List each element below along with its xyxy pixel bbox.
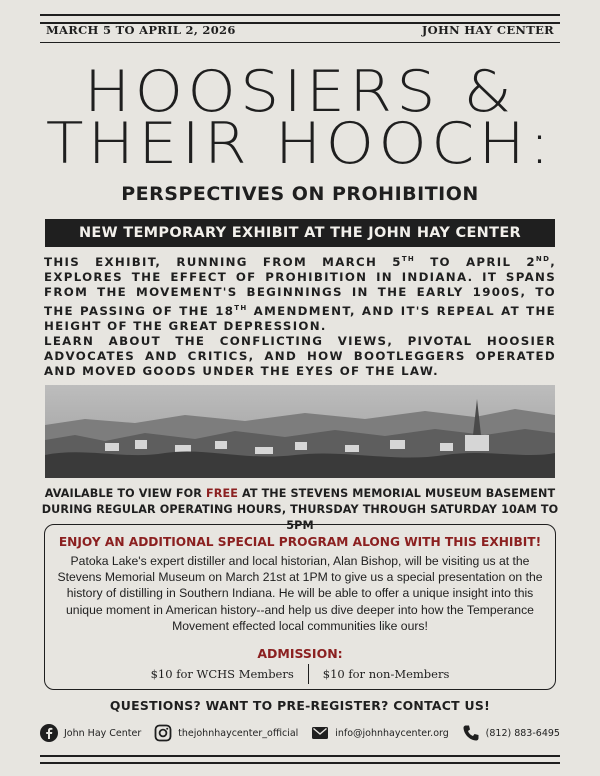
contact-text: info@johnhaycenter.org	[335, 727, 449, 739]
instagram-icon	[154, 724, 172, 742]
contact-instagram[interactable]	[154, 724, 298, 742]
availability-line-1: AVAILABLE TO VIEW FOR FREE AT THE STEVENS MEMORIAL MUSEUM BASEMENT	[44, 487, 556, 500]
header-line	[46, 23, 554, 37]
description-paragraph-1: THIS EXHIBIT, RUNNING FROM MARCH 5TH TO APRIL 2ND, EXPLORES THE EFFECT OF PROHIBITION IN INDIANA. IT SPANS FROM THE MOVEMENT'S BEGINNINGS IN THE EARLY 1900S, TO THE PASSING OF THE 18TH AMENDMENT, AND IT'S REPEAL AT THE HEIGHT OF THE GREAT DEPRESSION.	[44, 254, 556, 333]
contact-text: John Hay Center	[64, 727, 142, 739]
venue-name: JOHN HAY CENTER	[421, 23, 554, 37]
exhibit-banner: NEW TEMPORARY EXHIBIT AT THE JOHN HAY CENTER	[45, 219, 555, 247]
date-range: MARCH 5 TO APRIL 2, 2026	[46, 23, 236, 37]
subtitle: PERSPECTIVES ON PROHIBITION	[121, 183, 479, 205]
exhibit-description	[44, 252, 556, 379]
price-nonmembers: $10 for non-Members	[322, 667, 450, 681]
email-icon	[311, 724, 329, 742]
contact-email[interactable]	[311, 724, 449, 742]
header-rule	[40, 42, 560, 43]
program-text: Patoka Lake's expert distiller and local historian, Alan Bishop, will be visiting us at the Stevens Memorial Museum on March 21st at 1PM to give us a special presentation on the history of distilling in Southern Indiana. He will be able to offer a unique insight into this unique moment in American history--and help us dive deeper into how the Temperance Movement effected local communities like ours!	[57, 554, 543, 633]
free-label: FREE	[206, 487, 238, 500]
program-heading: ENJOY AN ADDITIONAL SPECIAL PROGRAM ALONG WITH THIS EXHIBIT!	[58, 535, 542, 549]
admission-prices	[0, 664, 600, 684]
phone-icon	[462, 724, 480, 742]
contact-prompt: QUESTIONS? WANT TO PRE-REGISTER? CONTACT US!	[109, 698, 491, 713]
facebook-icon	[40, 724, 58, 742]
title-line-2: THEIR HOOCH:	[45, 111, 555, 177]
town-panorama-photo	[45, 385, 555, 478]
contact-text: thejohnhaycenter_official	[178, 727, 299, 739]
description-paragraph-2: LEARN ABOUT THE CONFLICTING VIEWS, PIVOTAL HOOSIER ADVOCATES AND CRITICS, AND HOW BOOTLEGGERS OPERATED AND MOVED GOODS UNDER THE EYES OF THE LAW.	[44, 333, 556, 379]
contact-phone[interactable]	[462, 724, 560, 742]
contact-text: (812) 883-6495	[485, 727, 560, 739]
price-divider	[308, 664, 309, 684]
price-members: $10 for WCHS Members	[150, 667, 294, 681]
admission-label: ADMISSION:	[257, 646, 343, 661]
contact-row	[40, 724, 560, 742]
availability-line-2: DURING REGULAR OPERATING HOURS, THURSDAY THROUGH SATURDAY 10AM TO 5PM	[41, 503, 559, 532]
bottom-double-rule	[40, 755, 560, 764]
title-line-1: HOOSIERS &	[84, 59, 516, 125]
contact-facebook[interactable]	[40, 724, 141, 742]
